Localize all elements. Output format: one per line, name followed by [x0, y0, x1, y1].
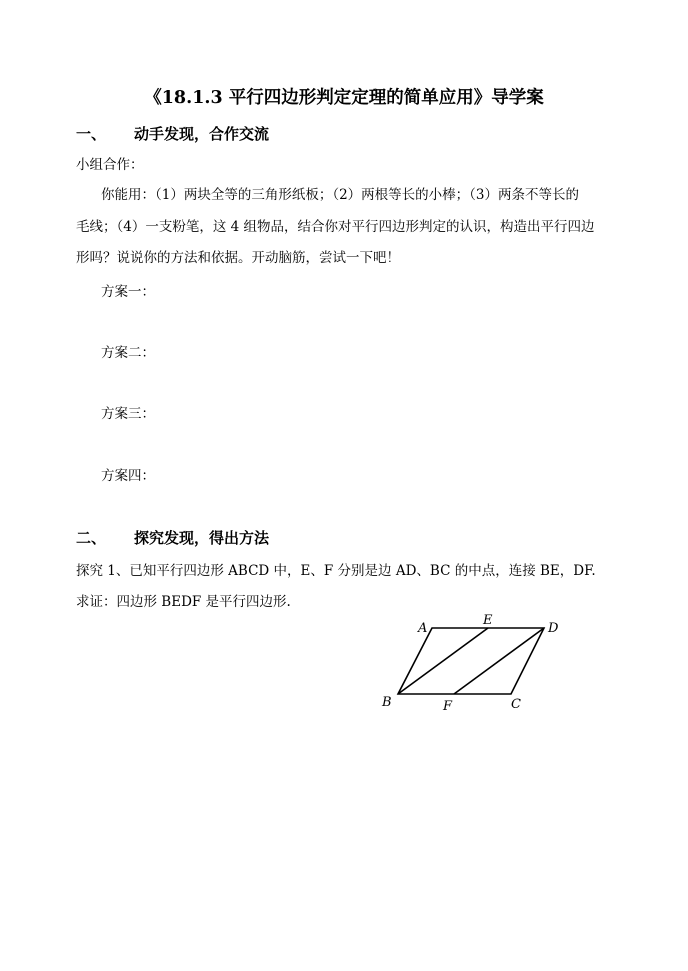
label-b: B [382, 695, 392, 710]
parallelogram-diagram [372, 608, 572, 718]
section-title-1: 动手发现，合作交流 [134, 125, 270, 143]
task-paragraph-line-3: 形吗？说说你的方法和依据。开动脑筋，尝试一下吧！ [76, 250, 400, 266]
plan-four-label: 方案四： [101, 468, 155, 484]
proof-goal: 求证：四边形 BEDF 是平行四边形. [76, 594, 291, 610]
label-e: E [483, 613, 493, 628]
parallelogram-abcd [398, 628, 544, 694]
label-c: C [511, 697, 521, 712]
page-title: 《18.1.3 平行四边形判定定理的简单应用》导学案 [144, 88, 544, 108]
plan-one-label: 方案一： [101, 284, 155, 300]
section-number-2: 二、 [76, 529, 107, 547]
section-number-1: 一、 [76, 125, 107, 143]
label-f: F [443, 699, 453, 714]
section-title-2: 探究发现，得出方法 [134, 529, 270, 547]
group-work-label: 小组合作： [76, 157, 144, 173]
segment-be [398, 628, 488, 694]
plan-three-label: 方案三： [101, 406, 155, 422]
label-d: D [548, 621, 559, 636]
section-heading-2 [76, 528, 269, 548]
task-paragraph-line-2: 毛线；（4）一支粉笔，这 4 组物品，结合你对平行四边形判定的认识，构造出平行四边 [76, 219, 595, 235]
section-heading-1 [76, 124, 269, 144]
task-paragraph-line-1: 你能用：（1）两块全等的三角形纸板；（2）两根等长的小棒；（3）两条不等长的 [101, 187, 580, 203]
segment-df [454, 628, 544, 694]
problem-statement: 探究 1、已知平行四边形 ABCD 中，E、F 分别是边 AD、BC 的中点，连接 BE，DF. [76, 563, 596, 579]
label-a: A [418, 621, 428, 636]
plan-two-label: 方案二： [101, 345, 155, 361]
